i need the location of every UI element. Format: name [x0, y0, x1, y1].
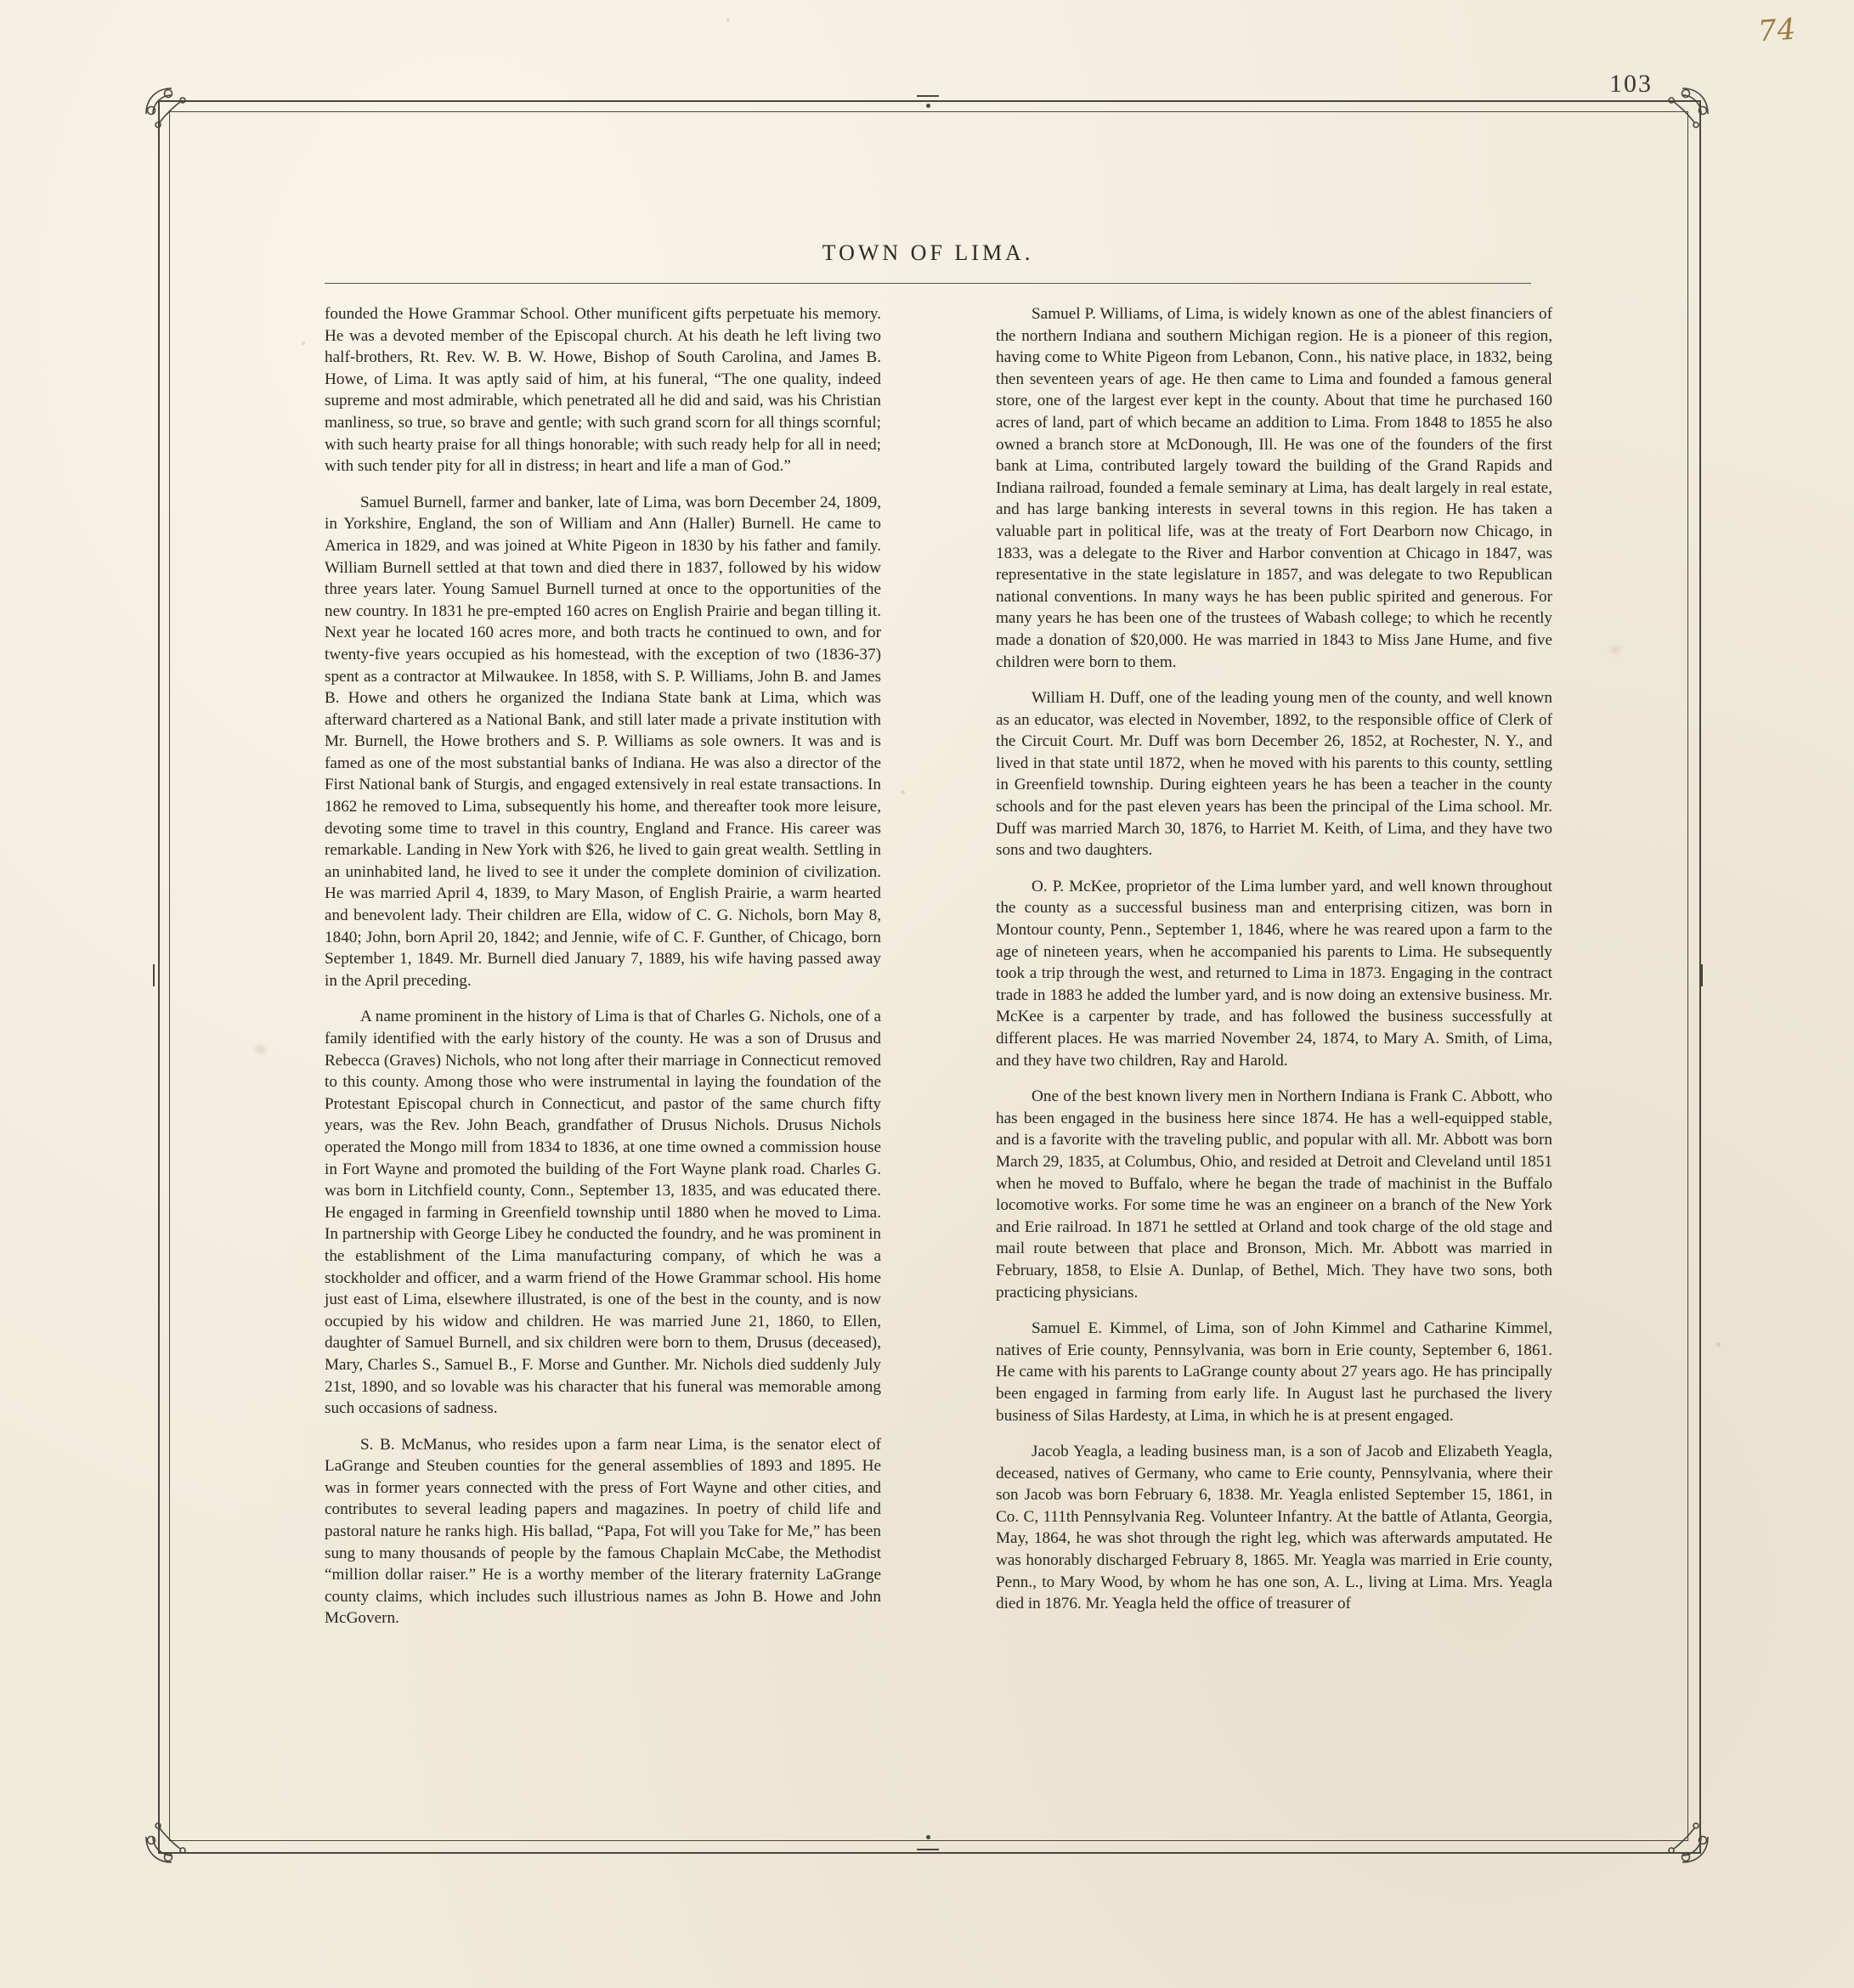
paragraph: A name prominent in the history of Lima is that of Charles G. Nichols, one of a family identified with the early history of the county. He was a son of Drusus and Rebecca (Graves) Nichols, who not long after their marriage in Connecticut removed to this county. Among those who were instrumental in laying the foundation of the Protestant Episcopal church in Connecticut, and pastor of the same church fifty years, was the Rev. John Beach, grandfather of Drusus Nichols. Drusus Nichols operated the Mongo mill from 1834 to 1836, at one time owned a commission house in Fort Wayne and promoted the building of the Fort Wayne plank road. Charles G. was born in Litchfield county, Conn., September 13, 1835, and was educated there. He engaged in farming in Greenfield township until 1880 when he moved to Lima. In partnership with George Libey he conducted the foundry, and he was prominent in the establishment of the Lima manufacturing company, of which he was a stockholder and officer, and a warm friend of the Howe Grammar school. His home just east of Lima, elsewhere illustrated, is one of the best in the county, and is now occupied by his widow and children. He was married June 21, 1860, to Ellen, daughter of Samuel Burnell, and six children were born to them, Drusus (deceased), Mary, Charles S., Samuel B., F. Morse and Gunther. Mr. Nichols died suddenly July 21st, 1890, and so lovable was his character that his funeral was memorable among such occasions of sadness. — [325, 1008, 881, 1418]
paragraph: Samuel P. Williams, of Lima, is widely known as one of the ablest financiers of the northern Indiana and southern Michigan region. He is a pioneer of this region, having come to White Pigeon from Lebanon, Conn., his native place, in 1832, being then seventeen years of age. He then came to Lima and founded a famous general store, one of the largest ever kept in the county. About that time he purchased 160 acres of land, part of which became an addition to Lima. From 1848 to 1855 he also owned a branch store at McDonough, Ill. He was one of the founders of the first bank at Lima, contributed largely toward the building of the Grand Rapids and Indiana railroad, founded a female seminary at Lima, has dealt largely in real estate, and has large banking interests in several towns in this region. He has taken a valuable part in political life, was at the treaty of Fort Dearborn now Chicago, in 1833, was a delegate to the River and Harbor convention at Chicago in 1847, was representative in the state legislature in 1857, and was delegate to two Republican national conventions. In many ways he has been public spirited and generous. For many years he has been one of the trustees of Wabash college; to which he recently made a donation of $20,000. He was married in 1843 to Miss Jane Hume, and five children were born to them. — [996, 305, 1552, 671]
border-tick-left — [153, 964, 155, 986]
paragraph: Jacob Yeagla, a leading business man, is a son of Jacob and Elizabeth Yeagla, deceased, natives of Germany, who came to Erie county, Pennsylvania, where their son Jacob was born February 6, 1838. Mr. Yeagla enlisted September 15, 1861, in Co. C, 111th Pennsylvania Reg. Volunteer Infantry. At the battle of Atlanta, Georgia, May, 1864, he was shot through the right leg, which was afterwards amputated. He was honorably discharged February 8, 1865. Mr. Yeagla was married in Erie county, Penn., to Mary Wood, by whom he has one son, A. L., living at Lima. Mrs. Yeagla died in 1876. Mr. Yeagla held the office of treasurer of — [996, 1443, 1552, 1613]
paragraph: founded the Howe Grammar School. Other munificent gifts perpetuate his memory. He was a devoted member of the Episcopal church. At his death he left living two half-brothers, Rt. Rev. W. B. W. Howe, Bishop of South Carolina, and James B. Howe, of Lima. It was aptly said of him, at his funeral, “The one quality, indeed supreme and most admirable, which penetrated all he did and said, was his Christian manliness, so true, so brave and gentle; with such grand scorn for all things scornful; with such hearty praise for all things honorable; with such ready help for all in need; with such tender pity for all in distress; in heart and life a man of God.” — [325, 305, 881, 476]
page-title: TOWN OF LIMA. — [822, 240, 1034, 265]
corner-ornament-top-left — [143, 85, 197, 139]
printed-folio-number: 103 — [1609, 70, 1653, 98]
border-dot-top — [926, 104, 930, 108]
paragraph: William H. Duff, one of the leading young men of the county, and well known as an educator, was elected in November, 1892, to the responsible office of Clerk of the Circuit Court. Mr. Duff was born December 26, 1852, at Rochester, N. Y., and lived in that state until 1872, when he moved with his parents to this county, settling in Greenfield township. During eighteen years he has been a teacher in the county schools and for the past eleven years has been the principal of the Lima school. Mr. Duff was married March 30, 1876, to Harriet M. Keith, of Lima, and they have two sons and two daughters. — [996, 689, 1552, 860]
paper-speckle — [726, 19, 730, 22]
corner-ornament-bottom-right — [1657, 1811, 1711, 1866]
paragraph: O. P. McKee, proprietor of the Lima lumber yard, and well known throughout the county as a successful business man and enterprising citizen, was born in Montour county, Penn., September 1, 1846, where he was reared upon a farm to the age of nineteen years, when he accompanied his parents to Lima. He subsequently took a trip through the west, and returned to Lima in 1873. Engaging in the contract trade in 1883 he added the lumber yard, and is now doing an extensive business. Mr. McKee is a carpenter by trade, and has followed the business successfully at different places. He was married November 24, 1874, to Mary A. Smith, of Lima, and they have two children, Ray and Harold. — [996, 877, 1552, 1070]
paragraph: Samuel E. Kimmel, of Lima, son of John Kimmel and Catharine Kimmel, natives of Erie county, Pennsylvania, was born in Erie county, September 6, 1861. He came with his parents to LaGrange county about 27 years ago. He has principally been engaged in farming from early life. In August last he purchased the livery business of Silas Hardesty, at Lima, in which he is at present engaged. — [996, 1319, 1552, 1425]
paragraph: One of the best known livery men in Northern Indiana is Frank C. Abbott, who has been engaged in the business here since 1874. He has a well-equipped stable, and is a favorite with the traveling public, and popular with all. Mr. Abbott was born March 29, 1835, at Columbus, Ohio, and resided at Detroit and Cleveland until 1851 when he moved to Buffalo, where he began the trade of machinist in the Buffalo locomotive works. For some time he was an engineer on a branch of the New York and Erie railroad. In 1871 he settled at Orland and took charge of the old stage and mail route between that place and Bronson, Mich. Mr. Abbott was married in February, 1858, to Elsie A. Dunlap, of Bethel, Mich. They have two sons, both practicing physicians. — [996, 1087, 1552, 1302]
text-column-right — [996, 303, 1552, 1629]
corner-ornament-bottom-left — [143, 1811, 197, 1866]
border-tick-top — [917, 95, 939, 97]
border-tick-right — [1701, 964, 1703, 986]
border-dot-bottom — [926, 1835, 930, 1839]
title-rule — [325, 283, 1531, 284]
text-column-left — [325, 303, 881, 1644]
border-tick-bottom — [917, 1849, 939, 1850]
paragraph: S. B. McManus, who resides upon a farm near Lima, is the senator elect of LaGrange and Steuben counties for the general assemblies of 1893 and 1895. He was in former years connected with the press of Fort Wayne and other cities, and contributes to several leading papers and magazines. In poetry of child life and pastoral nature he ranks high. His ballad, “Papa, Fot will you Take for Me,” has been sung to many thousands of people by the famous Chaplain McCabe, the Methodist “million dollar raiser.” He is a worthy member of the literary fraternity LaGrange county claims, which includes such illustrious names as John B. Howe and John McGovern. — [325, 1435, 881, 1628]
handwritten-page-number: 74 — [1756, 12, 1798, 49]
paper-speckle — [1716, 1342, 1721, 1347]
corner-ornament-top-right — [1657, 85, 1711, 139]
paragraph: Samuel Burnell, farmer and banker, late of Lima, was born December 24, 1809, in Yorkshire, England, the son of William and Ann (Haller) Burnell. He came to America in 1829, and was joined at White Pigeon in 1830 by his father and family. William Burnell settled at that town and died there in 1837, followed by his widow three years later. Young Samuel Burnell turned at once to the opportunities of the new country. In 1831 he pre-empted 160 acres on English Prairie and began tilling it. Next year he located 160 acres more, and both tracts he continued to own, and for twenty-five years occupied as his homestead, with the exception of two (1836-37) spent as a contractor at Milwaukee. In 1858, with S. P. Williams, John B. and James B. Howe and others he organized the Indiana State bank at Lima, which was afterward chartered as a National Bank, and still later made a private institution with Mr. Burnell, the Howe brothers and S. P. Williams as sole owners. It was and is famed as one of the most substantial banks of Indiana. He was also a director of the First National bank of Sturgis, and engaged extensively in real estate transactions. In 1862 he removed to Lima, subsequently his home, and thereafter took more leisure, devoting some time to travel in this country, England and France. His career was remarkable. Landing in New York with $26, he lived to gain great wealth. Settling in an uninhabited land, he lived to see it under the complete dominion of civilization. He was married April 4, 1839, to Mary Mason, of English Prairie, a warm hearted and benevolent lady. Their children are Ella, widow of C. G. Nichols, born May 8, 1840; John, born April 20, 1842; and Jennie, wife of C. F. Gunther, of Chicago, born September 1, 1849. Mr. Burnell died January 7, 1889, his wife having passed away in the April preceding. — [325, 493, 881, 990]
